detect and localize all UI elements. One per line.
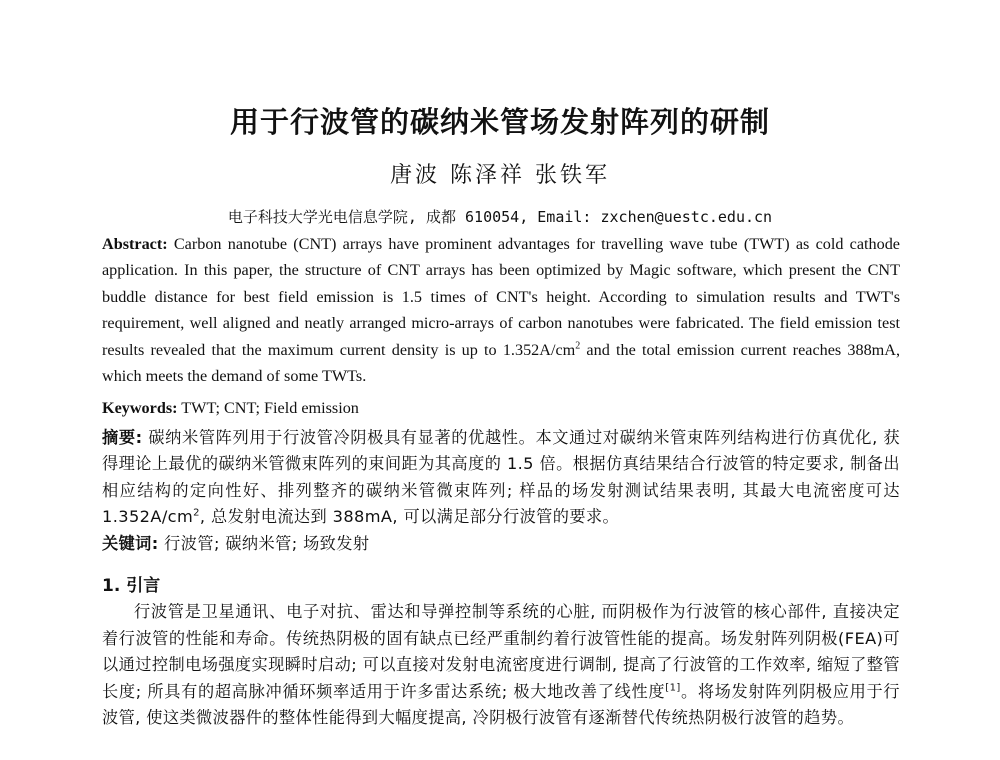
abstract-chinese: [102, 425, 900, 531]
abstract-text-part1: Carbon nanotube (CNT) arrays have prominent advantages for travelling wave tube (TWT) as cold cathode application. In this paper, the structure of CNT arrays has been optimized by Magic software, which present the CNT buddle distance for best field emission is 1.5 times of CNT's height. According to simulation results and TWT's requirement, well aligned and neatly arranged micro-arrays of carbon nanotubes were fabricated. The field emission test results revealed that the maximum current density is up to 1.352A/cm: [102, 235, 900, 359]
abstract-cn-superscript: 2: [193, 507, 200, 519]
abstract-label: Abstract:: [102, 235, 168, 253]
intro-text-part1: 行波管是卫星通讯、电子对抗、雷达和导弹控制等系统的心脏, 而阴极作为行波管的核心部件, 直接决定着行波管的性能和寿命。传统热阴极的固有缺点已经严重制约着行波管性能的提高。场发射阵列阴极(FEA)可以通过控制电场强度实现瞬时启动; 可以直接对发射电流密度进行调制, 提高了行波管的工作效率, 缩短了整管长度; 所具有的超高脉冲循环频率适用于许多雷达系统; 极大地改善了线性度: [102, 602, 900, 701]
abstract-english: [102, 231, 900, 389]
keywords-label: Keywords:: [102, 399, 178, 417]
affiliation: 电子科技大学光电信息学院, 成都 610054, Email: zxchen@uestc.edu.cn: [227, 208, 773, 226]
abstract-cn-text-part1: 碳纳米管阵列用于行波管冷阴极具有显著的优越性。本文通过对碳纳米管束阵列结构进行仿真优化, 获得理论上最优的碳纳米管微束阵列的束间距为其高度的 1.5 倍。根据仿真结果结合行波管的特定要求, 制备出相应结构的定向性好、排列整齐的碳纳米管微束阵列; 样品的场发射测试结果表明, 其最大电流密度可达 1.352A/cm: [102, 428, 900, 527]
introduction-paragraph: [102, 599, 900, 732]
intro-text-part2: 。将场发射阵列阴极应用于行波管, 使这类微波器件的整体性能得到大幅度提高, 冷阴极行波管有逐渐替代传统热阴极行波管的趋势。: [102, 681, 900, 728]
keywords-text: TWT; CNT; Field emission: [177, 399, 359, 417]
abstract-text-part2: and the total emission current reaches 388mA, which meets the demand of some TWTs.: [102, 340, 901, 386]
keywords-chinese: [102, 531, 900, 557]
keywords-english: [102, 395, 900, 421]
keywords-cn-text: 行波管; 碳纳米管; 场致发射: [158, 534, 370, 553]
abstract-superscript: 2: [575, 340, 581, 352]
keywords-cn-label: 关键词:: [102, 534, 159, 553]
abstract-cn-label: 摘要:: [102, 428, 143, 447]
paper-title: 用于行波管的碳纳米管场发射阵列的研制: [229, 105, 770, 139]
intro-reference: [1]: [665, 682, 681, 694]
abstract-cn-text-part2: , 总发射电流达到 388mA, 可以满足部分行波管的要求。: [199, 507, 620, 527]
author-list: 唐波 陈泽祥 张铁军: [390, 163, 610, 188]
section-heading-introduction: 1. 引言: [102, 576, 161, 596]
